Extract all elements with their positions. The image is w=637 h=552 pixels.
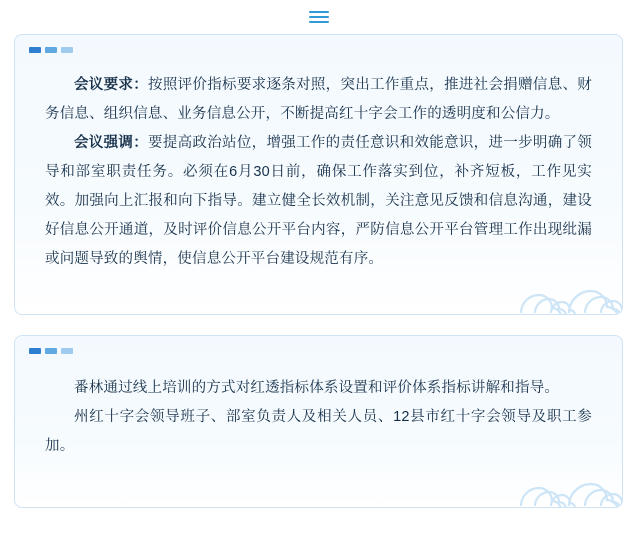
card-content	[15, 35, 622, 314]
paragraph-lead-label: 会议要求：	[74, 77, 149, 93]
paragraph-training-method	[45, 374, 592, 403]
paragraph-meeting-emphasis	[45, 129, 592, 274]
paragraph-lead-label: 会议强调：	[74, 135, 149, 151]
paragraph-text: 按照评价指标要求逐条对照，突出工作重点，推进社会捐赠信息、财务信息、组织信息、业务信息公开，不断提高红十字会工作的透明度和公信力。	[45, 77, 592, 122]
paragraph-meeting-requirements	[45, 71, 592, 129]
paragraph-participants	[45, 403, 592, 461]
training-summary-card	[14, 335, 623, 508]
hamburger-menu-icon[interactable]	[14, 0, 623, 34]
paragraph-text: 州红十字会领导班子、部室负责人及相关人员、12县市红十字会领导及职工参加。	[45, 409, 592, 454]
paragraph-text: 番林通过线上培训的方式对红透指标体系设置和评价体系指标讲解和指导。	[74, 380, 560, 396]
meeting-requirements-card	[14, 34, 623, 315]
paragraph-text: 要提高政治站位，增强工作的责任意识和效能意识，进一步明确了领导和部室职责任务。必须在6月30日前，确保工作落实到位，补齐短板，工作见实效。加强向上汇报和向下指导。建立健全长效机制，关注意见反馈和信息沟通，建设好信息公开通道，及时评价信息公开平台内容，严防信息公开平台管理工作出现纰漏或问题导致的舆情，使信息公开平台建设规范有序。	[45, 135, 592, 267]
card-content	[15, 336, 622, 507]
